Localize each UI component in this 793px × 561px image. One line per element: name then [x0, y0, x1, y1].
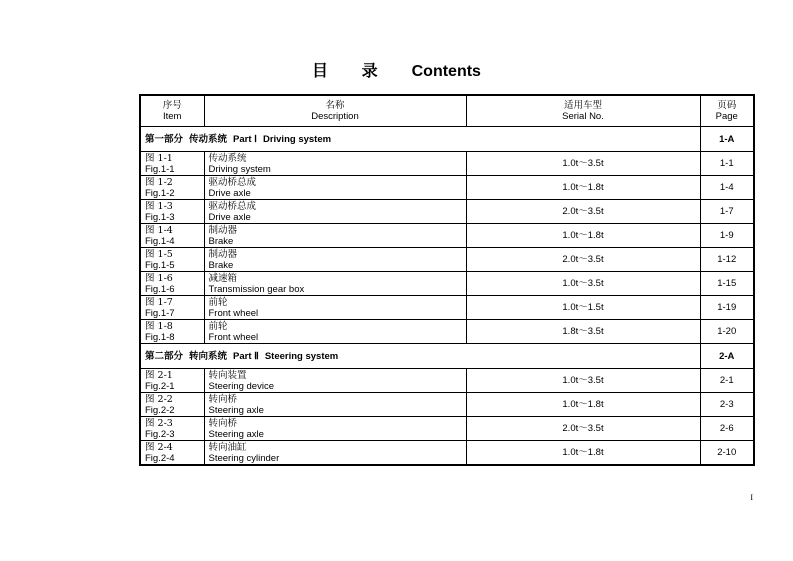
- page-cell: 1-19: [700, 296, 754, 320]
- page-number: I: [750, 493, 753, 502]
- figure-cell: [140, 200, 204, 224]
- header-page: 页码 Page: [700, 95, 754, 127]
- page-cell: 2-10: [700, 441, 754, 466]
- description-cell: [204, 272, 466, 296]
- figure-en: Fig.1-4: [145, 235, 175, 247]
- page-cell: 1-1: [700, 152, 754, 176]
- figure-cell: [140, 369, 204, 393]
- figure-cn: 图 2-4: [145, 441, 173, 453]
- description-cell: [204, 296, 466, 320]
- figure-cell: [140, 296, 204, 320]
- figure-cell: [140, 320, 204, 344]
- figure-cell: [140, 152, 204, 176]
- figure-cell: [140, 272, 204, 296]
- description-cell: [204, 200, 466, 224]
- figure-cn: 图 1-4: [145, 224, 173, 236]
- figure-en: Fig.1-6: [145, 283, 175, 295]
- figure-cell: [140, 393, 204, 417]
- figure-en: Fig.2-1: [145, 380, 175, 392]
- page-cell: 1-12: [700, 248, 754, 272]
- table-row: [140, 176, 754, 200]
- description-en: Brake: [208, 259, 234, 271]
- description-cn: 转向桥: [208, 417, 238, 429]
- figure-en: Fig.2-3: [145, 428, 175, 440]
- page-cell: 1-4: [700, 176, 754, 200]
- table-header-row: [140, 95, 754, 127]
- figure-cell: [140, 224, 204, 248]
- figure-cn: 图 1-8: [145, 320, 173, 332]
- description-en: Front wheel: [208, 307, 259, 319]
- figure-en: Fig.1-1: [145, 163, 175, 175]
- part-row: [140, 344, 754, 369]
- description-cn: 转向桥: [208, 393, 238, 405]
- description-en: Transmission gear box: [208, 283, 305, 295]
- figure-cn: 图 2-2: [145, 393, 173, 405]
- part-system-en: Steering system: [264, 350, 339, 362]
- part-system-cn: 转向系统: [189, 350, 228, 362]
- description-cell: [204, 441, 466, 466]
- part-system-cn: 传动系统: [189, 133, 228, 145]
- part-page: 1-A: [700, 127, 754, 152]
- table-row: [140, 200, 754, 224]
- description-cn: 制动器: [208, 248, 238, 260]
- table-row: [140, 393, 754, 417]
- description-en: Steering axle: [208, 428, 264, 440]
- figure-en: Fig.1-8: [145, 331, 175, 343]
- serial-cell: 1.0t～3.5t: [466, 152, 700, 176]
- description-cn: 减速箱: [208, 272, 238, 284]
- description-cell: [204, 152, 466, 176]
- description-en: Drive axle: [208, 187, 251, 199]
- serial-cell: 1.0t～1.8t: [466, 441, 700, 466]
- description-en: Drive axle: [208, 211, 251, 223]
- description-cn: 前轮: [208, 296, 228, 308]
- description-en: Front wheel: [208, 331, 259, 343]
- part-title: [140, 344, 700, 369]
- description-en: Driving system: [208, 163, 271, 175]
- description-en: Steering axle: [208, 404, 264, 416]
- description-en: Steering device: [208, 380, 274, 392]
- table-row: [140, 224, 754, 248]
- part-row: [140, 127, 754, 152]
- serial-cell: 1.0t～1.8t: [466, 176, 700, 200]
- table-row: [140, 320, 754, 344]
- description-cn: 转向装置: [208, 369, 247, 381]
- part-number-en: Part Ⅱ: [233, 350, 259, 362]
- description-cell: [204, 320, 466, 344]
- description-cell: [204, 176, 466, 200]
- title-en: Contents: [411, 63, 481, 80]
- serial-cell: 1.0t～3.5t: [466, 369, 700, 393]
- serial-cell: 2.0t～3.5t: [466, 417, 700, 441]
- table-row: [140, 248, 754, 272]
- table-row: [140, 417, 754, 441]
- figure-en: Fig.1-2: [145, 187, 175, 199]
- title-cn: 目 录: [312, 61, 392, 80]
- serial-cell: 1.0t～1.8t: [466, 393, 700, 417]
- figure-en: Fig.2-4: [145, 452, 175, 464]
- table-row: [140, 152, 754, 176]
- figure-cn: 图 2-3: [145, 417, 173, 429]
- part-title: [140, 127, 700, 152]
- figure-cn: 图 1-3: [145, 200, 173, 212]
- page-cell: 1-15: [700, 272, 754, 296]
- figure-cell: [140, 248, 204, 272]
- figure-cell: [140, 441, 204, 466]
- description-en: Steering cylinder: [208, 452, 280, 464]
- header-serial: 适用车型 Serial No.: [466, 95, 700, 127]
- serial-cell: 2.0t～3.5t: [466, 200, 700, 224]
- description-cn: 传动系统: [208, 152, 247, 164]
- description-cell: [204, 224, 466, 248]
- page-cell: 2-3: [700, 393, 754, 417]
- serial-cell: 1.0t～1.5t: [466, 296, 700, 320]
- table-row: [140, 369, 754, 393]
- serial-cell: 1.8t～3.5t: [466, 320, 700, 344]
- description-cn: 驱动桥总成: [208, 176, 257, 188]
- description-cell: [204, 393, 466, 417]
- page-title: [0, 58, 793, 81]
- description-cell: [204, 248, 466, 272]
- part-system-en: Driving system: [262, 133, 332, 145]
- page-cell: 2-1: [700, 369, 754, 393]
- description-cn: 转向油缸: [208, 441, 247, 453]
- description-en: Brake: [208, 235, 234, 247]
- part-number-cn: 第二部分: [145, 350, 184, 362]
- figure-cn: 图 1-1: [145, 152, 173, 164]
- header-item: 序号 Item: [140, 95, 204, 127]
- figure-cn: 图 2-1: [145, 369, 173, 381]
- contents-table: [139, 94, 755, 466]
- figure-cell: [140, 417, 204, 441]
- serial-cell: 1.0t～1.8t: [466, 224, 700, 248]
- part-page: 2-A: [700, 344, 754, 369]
- page-cell: 1-9: [700, 224, 754, 248]
- figure-cell: [140, 176, 204, 200]
- header-description: 名称 Description: [204, 95, 466, 127]
- part-number-en: Part Ⅰ: [233, 133, 257, 145]
- description-cell: [204, 369, 466, 393]
- table-row: [140, 296, 754, 320]
- page-cell: 2-6: [700, 417, 754, 441]
- description-cn: 驱动桥总成: [208, 200, 257, 212]
- description-cn: 制动器: [208, 224, 238, 236]
- description-cell: [204, 417, 466, 441]
- serial-cell: 1.0t～3.5t: [466, 272, 700, 296]
- table-row: [140, 441, 754, 466]
- serial-cell: 2.0t～3.5t: [466, 248, 700, 272]
- page-cell: 1-7: [700, 200, 754, 224]
- figure-en: Fig.1-7: [145, 307, 175, 319]
- figure-cn: 图 1-7: [145, 296, 173, 308]
- figure-en: Fig.1-5: [145, 259, 175, 271]
- table-row: [140, 272, 754, 296]
- description-cn: 前轮: [208, 320, 228, 332]
- figure-cn: 图 1-2: [145, 176, 173, 188]
- part-number-cn: 第一部分: [145, 133, 184, 145]
- figure-en: Fig.2-2: [145, 404, 175, 416]
- figure-cn: 图 1-5: [145, 248, 173, 260]
- figure-en: Fig.1-3: [145, 211, 175, 223]
- page-cell: 1-20: [700, 320, 754, 344]
- figure-cn: 图 1-6: [145, 272, 173, 284]
